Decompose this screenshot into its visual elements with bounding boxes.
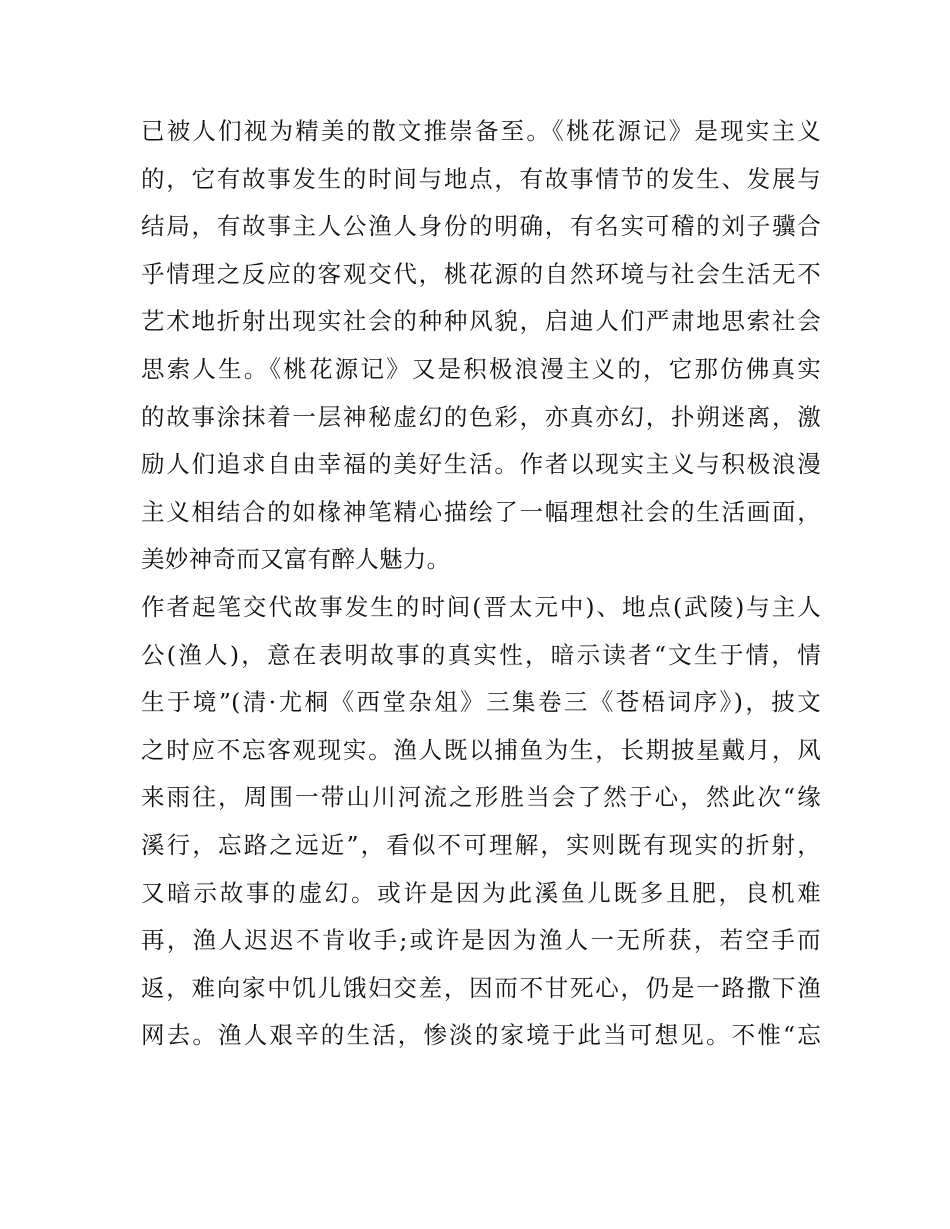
text-line: 网去。渔人艰辛的生活，惨淡的家境于此当可想见。不惟“忘 <box>141 1021 821 1050</box>
body-text <box>141 108 821 1060</box>
paragraph-1 <box>141 108 821 584</box>
text-line: 来雨往，周围一带山川河流之形胜当会了然于心，然此次“缘 <box>141 783 821 812</box>
paragraph-2 <box>141 584 821 1060</box>
text-line: 生于境”(清·尤桐《西堂杂俎》三集卷三《苍梧词序》)，披文 <box>141 688 821 717</box>
text-line: 再，渔人迟迟不肯收手;或许是因为渔人一无所获，若空手而 <box>141 926 821 955</box>
text-line: 又暗示故事的虚幻。或许是因为此溪鱼儿既多且肥，良机难 <box>141 878 821 907</box>
text-line: 结局，有故事主人公渔人身份的明确，有名实可稽的刘子骥合 <box>141 212 821 241</box>
text-line: 的，它有故事发生的时间与地点，有故事情节的发生、发展与 <box>141 164 821 193</box>
text-line: 励人们追求自由幸福的美好生活。作者以现实主义与积极浪漫 <box>141 450 821 479</box>
text-line: 返，难向家中饥儿饿妇交差，因而不甘死心，仍是一路撒下渔 <box>141 973 821 1002</box>
text-line: 思索人生。《桃花源记》又是积极浪漫主义的，它那仿佛真实 <box>141 354 821 383</box>
text-line: 已被人们视为精美的散文推崇备至。《桃花源记》是现实主义 <box>141 117 821 145</box>
text-line: 作者起笔交代故事发生的时间(晋太元中)、地点(武陵)与主人 <box>141 592 821 621</box>
text-line: 公(渔人)，意在表明故事的真实性，暗示读者“文生于情，情 <box>141 640 821 669</box>
text-line: 艺术地折射出现实社会的种种风貌，启迪人们严肃地思索社会 <box>141 307 821 336</box>
text-line: 的故事涂抹着一层神秘虚幻的色彩，亦真亦幻，扑朔迷离，激 <box>141 402 821 431</box>
text-line: 乎情理之反应的客观交代，桃花源的自然环境与社会生活无不 <box>141 259 821 288</box>
text-line: 主义相结合的如椽神笔精心描绘了一幅理想社会的生活画面， <box>141 497 821 526</box>
text-line: 之时应不忘客观现实。渔人既以捕鱼为生，长期披星戴月，风 <box>141 735 821 764</box>
text-line: 溪行，忘路之远近”，看似不可理解，实则既有现实的折射， <box>141 830 821 859</box>
text-line: 美妙神奇而又富有醉人魅力。 <box>141 545 451 574</box>
